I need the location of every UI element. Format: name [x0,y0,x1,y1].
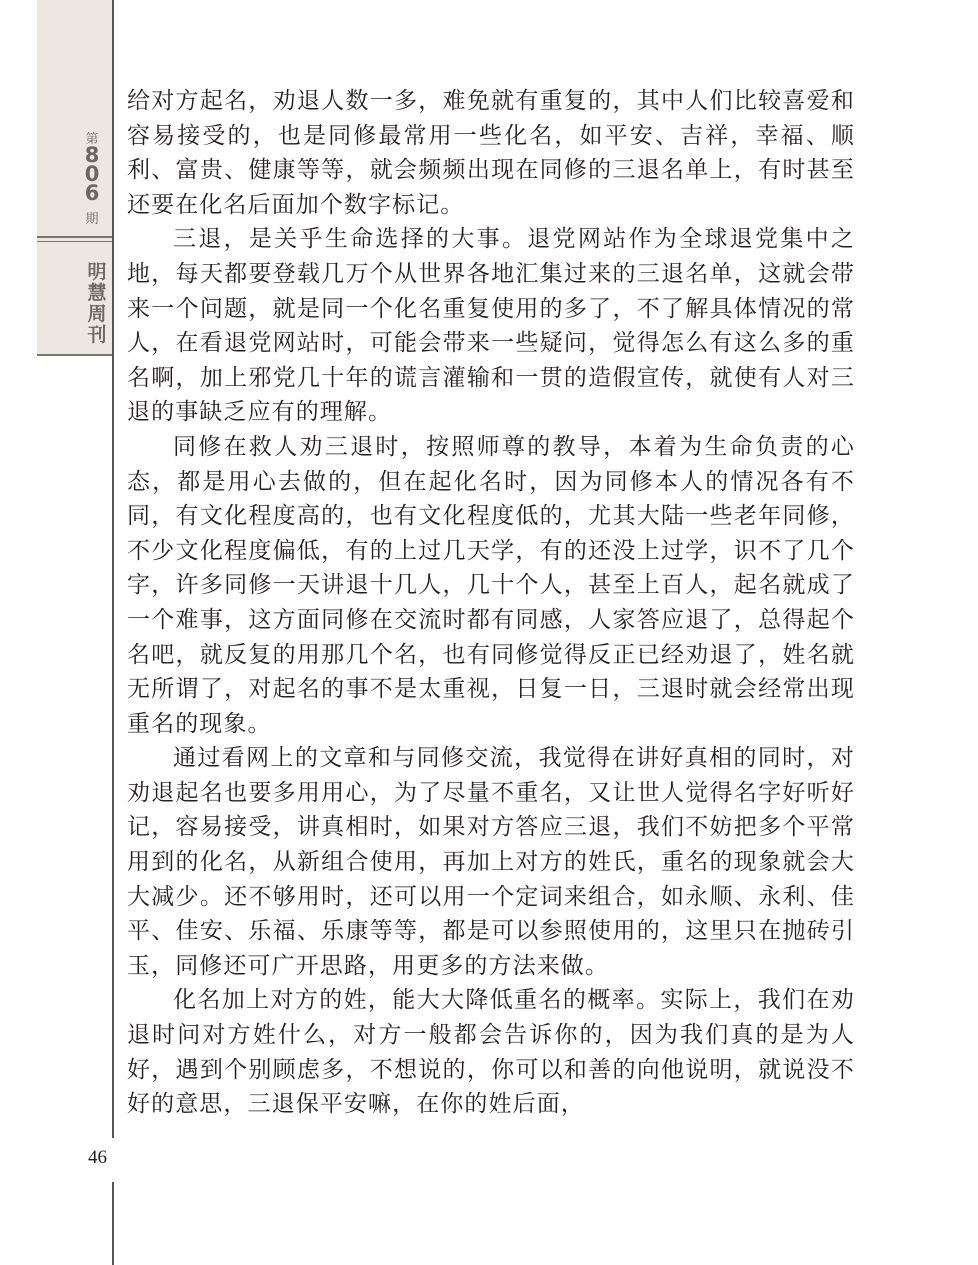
paragraph: 通过看网上的文章和与同修交流，我觉得在讲好真相的同时，对劝退起名也要多用用心，为了尽量不重名，又让世人觉得名字好听好记，容易接受，讲真相时，如果对方答应三退，我们不妨把多个平常用到的化名，从新组合使用，再加上对方的姓氏，重名的现象就会大大减少。还不够用时，还可以用一个定词来组合，如永顺、永利、佳平、佳安、乐福、乐康等等，都是可以参照使用的，这里只在抛砖引玉，同修还可广开思路，用更多的方法来做。 [127,745,855,979]
paragraph: 同修在救人劝三退时，按照师尊的教导，本着为生命负责的心态，都是用心去做的，但在起化名时，因为同修本人的情况各有不同，有文化程度高的，也有文化程度低的，尤其大陆一些老年同修，不少文化程度偏低，有的上过几天学，有的还没上过学，识不了几个字，许多同修一天讲退十几人，几十个人，甚至上百人，起名就成了一个难事，这方面同修在交流时都有同感，人家答应退了，总得起个名吧，就反复的用那几个名，也有同修觉得反正已经劝退了，姓名就无所谓了，对起名的事不是太重视，日复一日，三退时就会经常出现重名的现象。 [127,433,855,737]
issue-number: 806 [84,143,100,205]
issue-label [37,124,113,234]
article-body [127,84,855,1122]
issue-prefix: 第 [85,132,99,147]
sidebar-divider [37,236,113,238]
sidebar-divider-thin [37,241,113,242]
margin-rule [112,0,114,1265]
paragraph: 三退，是关乎生命选择的大事。退党网站作为全球退党集中之地，每天都要登载几万个从世界各地汇集过来的三退名单，这就会带来一个问题，就是同一个化名重复使用的多了，不了解具体情况的常人，在看退党网站时，可能会带来一些疑问，觉得怎么有这么多的重名啊，加上邪党几十年的谎言灌输和一贯的造假宣传，就使有人对三退的事缺乏应有的理解。 [127,226,855,426]
paragraph: 化名加上对方的姓，能大大降低重名的概率。实际上，我们在劝退时问对方姓什么，对方一般都会告诉你的，因为我们真的是为人好，遇到个别顾虑多，不想说的，你可以和善的向他说明，就说没不好的意思，三退保平安嘛，在你的姓后面， [127,987,855,1118]
issue-suffix: 期 [85,212,99,227]
page-number: 46 [88,1147,107,1168]
paragraph: 给对方起名，劝退人数一多，难免就有重复的，其中人们比较喜爱和容易接受的，也是同修最常用一些化名，如平安、吉祥，幸福、顺利、富贵、健康等等，就会频频出现在同修的三退名单上，有时甚至还要在化名后面加个数字标记。 [127,88,855,218]
magazine-name: 明慧周刊 [87,261,107,346]
